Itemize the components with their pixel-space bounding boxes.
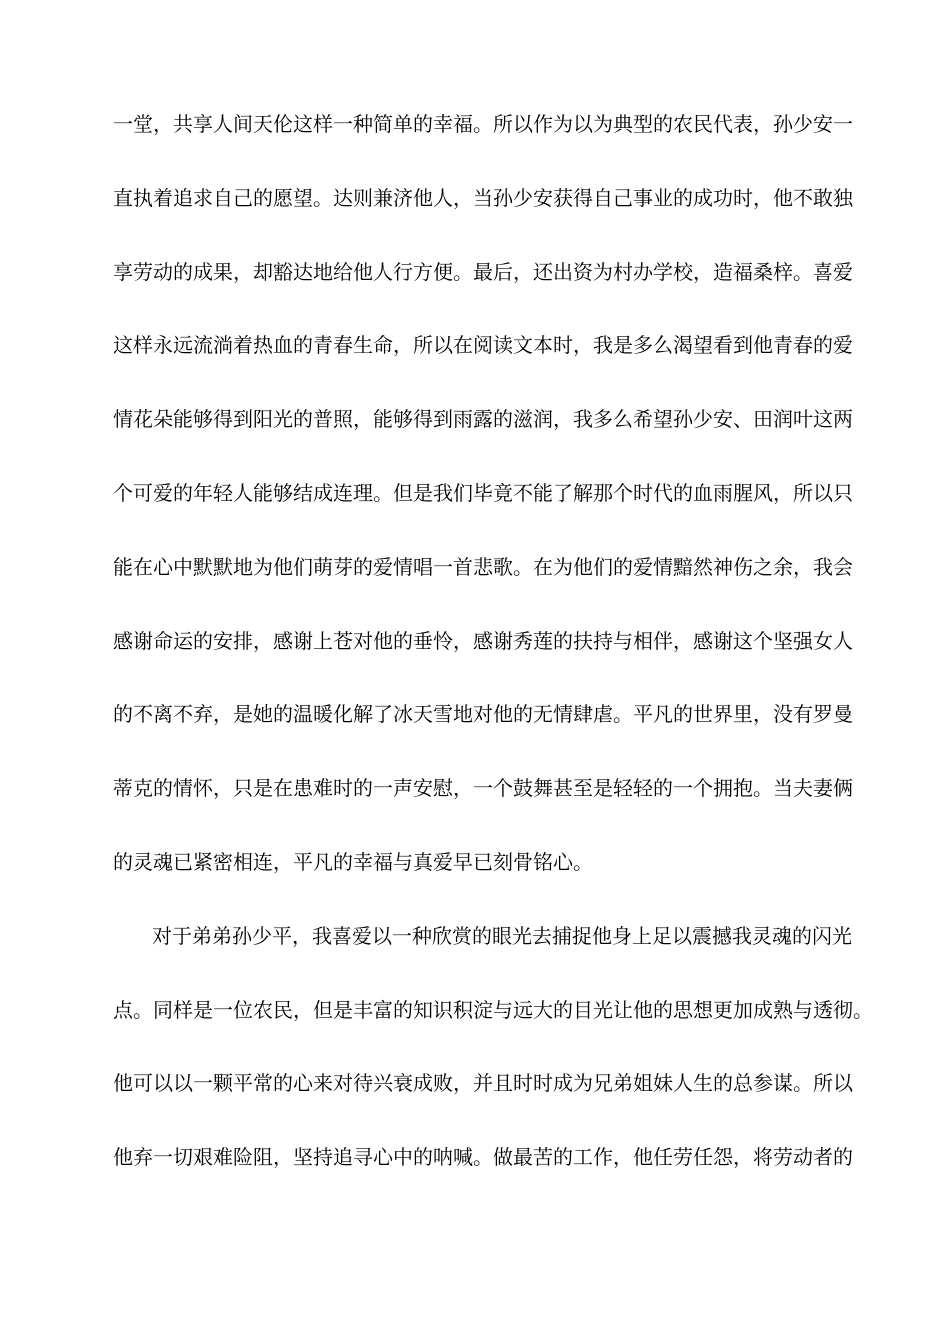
text-line: 享劳动的成果，却豁达地给他人行方便。最后，还出资为村办学校，造福桑梓。喜爱 — [113, 259, 853, 284]
text-line: 他弃一切艰难险阻，坚持追寻心中的呐喊。做最苦的工作，他任劳任怨，将劳动者的 — [113, 1145, 853, 1170]
paragraph-start-line: 对于弟弟孙少平，我喜爱以一种欣赏的眼光去捕捉他身上足以震撼我灵魂的闪光 — [152, 923, 852, 948]
text-line: 他可以以一颗平常的心来对待兴衰成败，并且时时成为兄弟姐妹人生的总参谋。所以 — [113, 1071, 853, 1096]
document-body — [113, 104, 873, 1211]
text-line: 点。同样是一位农民，但是丰富的知识积淀与远大的目光让他的思想更加成熟与透彻。 — [113, 997, 873, 1022]
text-line: 的不离不弃，是她的温暖化解了冰天雪地对他的无情肆虐。平凡的世界里，没有罗曼 — [113, 702, 853, 727]
text-line: 蒂克的情怀，只是在患难时的一声安慰，一个鼓舞甚至是轻轻的一个拥抱。当夫妻俩 — [113, 776, 853, 801]
text-line: 的灵魂已紧密相连，平凡的幸福与真爱早已刻骨铭心。 — [113, 849, 593, 874]
text-line: 情花朵能够得到阳光的普照，能够得到雨露的滋润，我多么希望孙少安、田润叶这两 — [113, 407, 853, 432]
text-line: 能在心中默默地为他们萌芽的爱情唱一首悲歌。在为他们的爱情黯然神伤之余，我会 — [113, 554, 853, 579]
text-line: 一堂，共享人间天伦这样一种简单的幸福。所以作为以为典型的农民代表，孙少安一 — [113, 112, 853, 136]
text-line: 感谢命运的安排，感谢上苍对他的垂怜，感谢秀莲的扶持与相伴，感谢这个坚强女人 — [113, 628, 853, 653]
text-line: 个可爱的年轻人能够结成连理。但是我们毕竟不能了解那个时代的血雨腥风，所以只 — [113, 480, 853, 505]
text-line: 直执着追求自己的愿望。达则兼济他人，当孙少安获得自己事业的成功时，他不敢独 — [113, 185, 853, 210]
text-line: 这样永远流淌着热血的青春生命，所以在阅读文本时，我是多么渴望看到他青春的爱 — [113, 333, 853, 358]
